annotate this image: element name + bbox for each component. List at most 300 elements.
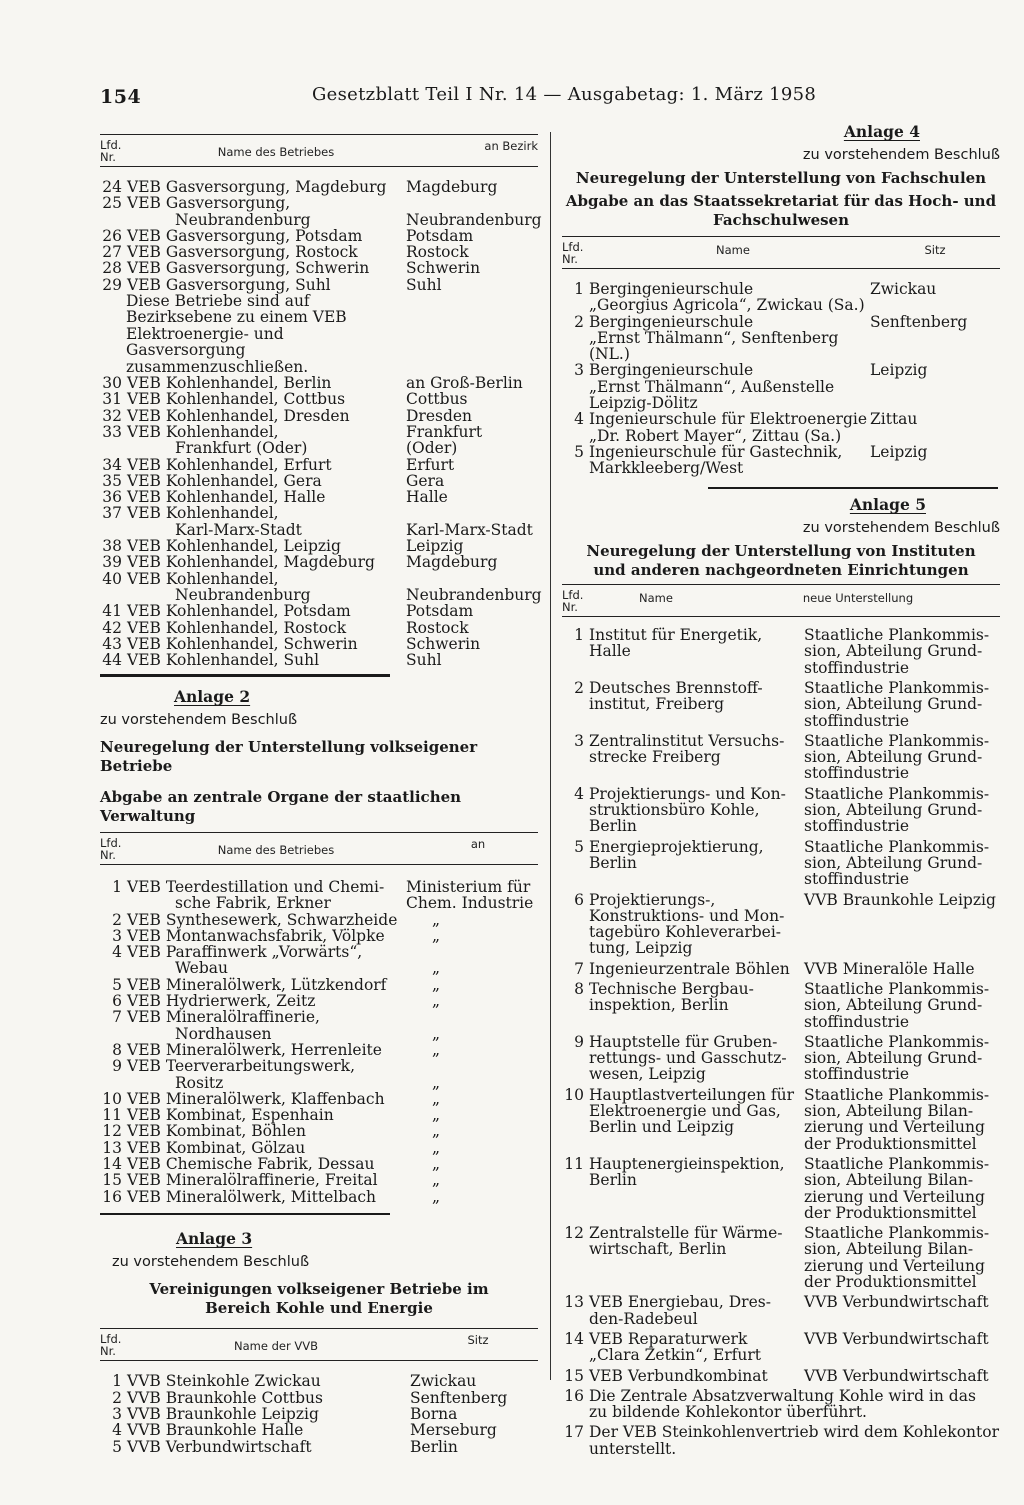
row-destination <box>406 1026 538 1042</box>
row-destination-line: stoffindustrie <box>804 658 910 677</box>
row-number: 14 <box>102 1155 122 1173</box>
row-destination <box>804 627 1000 676</box>
table-row <box>100 1091 538 1107</box>
ditto-mark: „ <box>431 992 441 1011</box>
row-name-line: Berlin und Leipzig <box>589 1118 735 1137</box>
row-destination-line: Staatliche Plankommis- <box>804 678 990 697</box>
row-destination <box>406 1140 538 1156</box>
table-row <box>100 1123 538 1139</box>
row-destination-line: sion, Abteilung Bilan- <box>804 1171 974 1190</box>
row-destination-line: Staatliche Plankommis- <box>804 784 990 803</box>
row-name-line: VEB Kohlenhandel, Gera <box>127 471 322 490</box>
row-name <box>584 281 870 314</box>
row-destination-line: sion, Abteilung Grund- <box>804 642 983 661</box>
row-destination <box>870 411 1000 427</box>
table-row <box>562 1388 1000 1421</box>
row-number: 11 <box>564 1154 584 1173</box>
row-name <box>122 538 406 554</box>
row-destination-line: Staatliche Plankommis- <box>804 980 990 998</box>
col-name-header: Name des Betriebes <box>217 145 335 159</box>
row-name-line: Bergingenieurschule <box>589 312 754 331</box>
row-name-line: Energieprojektierung, <box>589 837 764 856</box>
row-number: 16 <box>564 1386 584 1405</box>
row-destination-line: sion, Abteilung Grund- <box>804 996 983 1015</box>
row-name-line: den-Radebeul <box>589 1309 698 1328</box>
row-name <box>584 981 804 1030</box>
row-name-line: inspektion, Berlin <box>589 996 729 1015</box>
table-header <box>562 236 1000 269</box>
row-name-line: Webau <box>175 959 228 978</box>
row-name-line: Elektroenergie und Gas, <box>589 1102 781 1121</box>
row-number: 3 <box>112 1404 122 1423</box>
row-name <box>584 961 804 977</box>
ditto-mark: „ <box>431 959 441 978</box>
row-name-line: Halle <box>589 642 631 661</box>
row-destination: Magdeburg <box>406 178 498 196</box>
row-number: 43 <box>102 634 122 653</box>
row-name <box>584 733 804 782</box>
table-row <box>100 879 538 912</box>
row-destination <box>804 1156 1000 1221</box>
row-name <box>584 1034 804 1083</box>
row-name-line: Nordhausen <box>175 1024 272 1043</box>
row-destination: Cottbus <box>406 390 468 409</box>
row-destination-line: der Produktionsmittel <box>804 1273 977 1292</box>
row-number: 5 <box>112 975 122 994</box>
row-name <box>584 1225 804 1290</box>
row-name-line: Berlin <box>589 1171 637 1190</box>
row-destination-line: sion, Abteilung Grund- <box>804 853 983 872</box>
row-destination <box>870 444 1000 460</box>
row-destination: Schwerin <box>406 259 481 278</box>
row-destination <box>804 733 1000 782</box>
row-name-line: VEB Kohlenhandel, Potsdam <box>127 602 351 621</box>
ditto-mark: „ <box>431 1024 441 1043</box>
row-destination <box>406 977 538 993</box>
row-destination <box>870 281 1000 297</box>
row-name <box>122 1172 406 1188</box>
row-destination-line: Staatliche Plankommis- <box>804 731 990 750</box>
table-row <box>100 1390 538 1406</box>
col-nr-header: Lfd. Nr. <box>562 588 584 615</box>
row-name-line: VEB Kohlenhandel, Suhl <box>127 651 320 670</box>
row-destination <box>804 961 1000 977</box>
table-row <box>100 489 538 505</box>
row-number: 1 <box>574 626 584 645</box>
row-number: 13 <box>102 1138 122 1157</box>
row-name-line: VEB Gasversorgung, Suhl <box>127 275 331 294</box>
row-destination <box>804 1294 1000 1310</box>
ditto-mark: „ <box>431 1155 441 1173</box>
row-name-line: VEB Energiebau, Dres- <box>589 1293 771 1312</box>
row-number: 24 <box>102 178 122 196</box>
row-name-line: sche Fabrik, Erkner <box>175 894 331 913</box>
row-number: 2 <box>112 1388 122 1407</box>
row-name-line: VVB Steinkohle Zwickau <box>127 1372 321 1391</box>
row-name-line: VVB Braunkohle Halle <box>127 1421 304 1440</box>
row-destination <box>406 1107 538 1123</box>
table-row <box>100 1156 538 1172</box>
row-name-line: Rositz <box>175 1073 224 1092</box>
table-row <box>100 603 538 619</box>
table-body <box>100 1373 538 1454</box>
ditto-mark: „ <box>431 910 441 929</box>
row-number: 7 <box>574 959 584 978</box>
row-number: 16 <box>102 1187 122 1206</box>
row-name-line: VEB Mineralölwerk, Lützkendorf <box>127 975 387 994</box>
table-row <box>100 473 538 489</box>
row-name <box>122 1390 410 1406</box>
table-row <box>100 391 538 407</box>
table-row <box>562 1225 1000 1290</box>
table-row <box>100 375 538 391</box>
anlage-4-subtitle: zu vorstehendem Beschluß <box>802 147 1000 163</box>
row-name <box>122 879 406 912</box>
table-row <box>100 538 538 554</box>
row-number: 1 <box>112 877 122 896</box>
table-row <box>100 1422 538 1438</box>
row-name-line: VEB Kohlenhandel, <box>127 423 279 441</box>
row-destination <box>804 892 1000 908</box>
row-name-line: „Dr. Robert Mayer“, Zittau (Sa.) <box>589 426 842 445</box>
row-name-line: Ingenieurschule für Gastechnik, <box>589 442 843 461</box>
row-name <box>122 244 406 260</box>
row-destination <box>406 879 538 912</box>
row-name-line: VEB Mineralölwerk, Herrenleite <box>127 1040 382 1059</box>
section-rule <box>708 487 998 490</box>
row-destination <box>804 839 1000 888</box>
row-name <box>122 1439 410 1455</box>
row-destination <box>406 1091 538 1107</box>
table-row <box>100 912 538 928</box>
table-header <box>100 1328 538 1361</box>
row-name-line: wesen, Leipzig <box>589 1065 706 1084</box>
row-destination-line: Zwickau <box>410 1372 477 1391</box>
table-row <box>100 260 538 276</box>
row-number: 40 <box>102 569 122 588</box>
row-name <box>122 977 406 993</box>
row-name-line: VEB Montanwachsfabrik, Völpke <box>127 926 385 945</box>
row-name <box>584 1368 804 1384</box>
row-name-line: VVB Braunkohle Leipzig <box>127 1404 319 1423</box>
row-name-line: Ingenieurschule für Elektroenergie <box>589 410 868 429</box>
row-name-line: VEB Mineralölraffinerie, Freital <box>127 1171 378 1190</box>
row-number: 25 <box>102 194 122 213</box>
row-number: 37 <box>102 504 122 523</box>
row-name <box>584 1388 1000 1421</box>
row-name-line: strecke Freiberg <box>589 748 721 767</box>
table-row <box>100 554 538 570</box>
row-number: 31 <box>102 390 122 409</box>
table-row <box>562 981 1000 1030</box>
row-name <box>584 411 870 444</box>
col-name-header: Name <box>639 591 673 606</box>
col-dest-header: Sitz <box>924 243 946 257</box>
row-destination-line: VVB Braunkohle Leipzig <box>804 890 996 909</box>
row-name-line: VEB Kohlenhandel, Schwerin <box>127 634 358 653</box>
row-number: 12 <box>564 1224 584 1243</box>
row-name <box>584 627 804 676</box>
anlage-3-title: Anlage 3 <box>176 1229 253 1249</box>
row-number: 33 <box>102 423 122 441</box>
table-body <box>562 627 1000 1457</box>
row-destination <box>406 1075 538 1091</box>
row-destination-line: Senftenberg <box>870 312 968 331</box>
row-name <box>122 473 406 489</box>
ditto-mark: „ <box>431 1106 441 1125</box>
table-body <box>562 281 1000 477</box>
anlage-2-subtitle: zu vorstehendem Beschluß <box>100 711 298 728</box>
row-name <box>584 680 804 729</box>
row-number: 3 <box>112 926 122 945</box>
row-name-line: VEB Kohlenhandel, Rostock <box>127 618 347 637</box>
page-number: 154 <box>100 86 142 108</box>
row-number: 5 <box>112 1437 122 1456</box>
row-destination-line: Ministerium für <box>406 877 531 896</box>
row-name <box>122 228 406 244</box>
row-destination-line: sion, Abteilung Bilan- <box>804 1240 974 1259</box>
row-destination: Suhl <box>406 275 442 294</box>
row-number: 8 <box>574 980 584 998</box>
row-destination-line: stoffindustrie <box>804 711 910 730</box>
row-name-line: tagebüro Kohleverarbei- <box>589 923 782 942</box>
row-name-line: VEB Kohlenhandel, Erfurt <box>127 455 332 474</box>
row-name-line: Projektierungs- und Kon- <box>589 784 786 803</box>
running-title: Gesetzblatt Teil I Nr. 14 — Ausgabetag: 1. März 1958 <box>312 84 817 105</box>
row-destination-line: VVB Mineralöle Halle <box>804 959 975 978</box>
row-name-line: Institut für Energetik, <box>589 626 763 645</box>
table-row <box>562 1368 1000 1384</box>
row-destination-line: VVB Verbundwirtschaft <box>804 1293 989 1312</box>
row-name <box>122 571 406 604</box>
row-name-line: VVB Braunkohle Cottbus <box>127 1388 323 1407</box>
row-name <box>122 375 406 391</box>
row-name-line: VEB Kombinat, Espenhain <box>127 1106 334 1125</box>
row-destination <box>406 928 538 944</box>
table-row <box>562 411 1000 444</box>
table-row <box>562 444 1000 477</box>
table-row <box>100 277 538 293</box>
row-number: 15 <box>102 1171 122 1190</box>
row-name-line: VEB Kohlenhandel, <box>127 504 279 523</box>
col-nr-header: Lfd. Nr. <box>100 1332 122 1359</box>
row-name <box>122 1189 406 1205</box>
row-destination: Gera <box>406 471 445 490</box>
section-rule <box>100 674 390 677</box>
row-number: 14 <box>564 1329 584 1348</box>
row-destination-line: Staatliche Plankommis- <box>804 1154 990 1173</box>
row-destination-line: Staatliche Plankommis- <box>804 626 990 645</box>
table-header <box>562 584 1000 617</box>
row-destination: Leipzig <box>406 537 464 556</box>
row-name-line: VEB Gasversorgung, <box>127 194 291 213</box>
row-destination: Rostock <box>406 618 469 637</box>
row-destination-line: zierung und Verteilung <box>804 1256 985 1275</box>
row-name-line: Bergingenieurschule <box>589 280 754 298</box>
row-name-line: VEB Kohlenhandel, Magdeburg <box>127 553 375 572</box>
row-destination-line: Berlin <box>410 1437 458 1456</box>
row-name-line: VEB Teerdestillation und Chemi- <box>127 877 385 896</box>
row-destination <box>804 1034 1000 1083</box>
row-number: 17 <box>564 1423 584 1442</box>
row-destination: Potsdam <box>406 602 474 621</box>
row-name-line: Deutsches Brennstoff- <box>589 678 763 697</box>
table-row <box>100 1172 538 1188</box>
row-name-line: VEB Kohlenhandel, Dresden <box>127 406 350 425</box>
row-name <box>122 195 406 228</box>
row-name-line: „Ernst Thälmann“, Senftenberg <box>589 328 839 347</box>
row-destination <box>804 680 1000 729</box>
row-name-line: Frankfurt (Oder) <box>175 439 308 458</box>
row-name-line: Neubrandenburg <box>175 210 311 229</box>
row-name-line: „Georgius Agricola“, Zwickau (Sa.) <box>589 296 865 315</box>
table-row <box>100 1140 538 1156</box>
table-row <box>100 1042 538 1058</box>
row-destination: Potsdam <box>406 226 474 245</box>
left-column <box>100 130 542 1456</box>
row-name-line: institut, Freiberg <box>589 695 725 714</box>
row-name <box>122 1123 406 1139</box>
anlage-5-heading: Neuregelung der Unterstellung von Instituten und anderen nachgeordneten Einrichtungen <box>586 542 976 580</box>
ditto-mark: „ <box>431 1040 441 1059</box>
row-name <box>584 1331 804 1364</box>
row-destination <box>410 1406 538 1422</box>
row-name-line: VEB Mineralölwerk, Klaffenbach <box>127 1089 385 1108</box>
col-name-header: Name des Betriebes <box>217 842 335 857</box>
row-name-line: VEB Gasversorgung, Potsdam <box>127 226 363 245</box>
row-number: 38 <box>102 537 122 556</box>
row-destination-line: stoffindustrie <box>804 1065 910 1084</box>
row-name <box>122 1156 406 1172</box>
row-destination: Frankfurt (Oder) <box>406 423 483 458</box>
row-destination-line: sion, Abteilung Grund- <box>804 801 983 820</box>
anlage-2-subheading: Abgabe an zentrale Organe der staatlichen Verwaltung <box>100 787 462 825</box>
table-row <box>562 1294 1000 1327</box>
table-row <box>100 1009 538 1042</box>
row-name <box>122 179 406 195</box>
row-name-line: „Ernst Thälmann“, Außenstelle <box>589 377 835 396</box>
row-name-line: Hauptlastverteilungen für <box>589 1085 795 1104</box>
ditto-mark: „ <box>431 1073 441 1092</box>
row-name <box>584 362 870 411</box>
row-number: 39 <box>102 553 122 572</box>
row-name-line: „Clara Zetkin“, Erfurt <box>589 1346 762 1365</box>
row-destination-line: stoffindustrie <box>804 817 910 836</box>
row-name <box>122 1406 410 1422</box>
col-dest-header: an Bezirk <box>484 139 538 153</box>
table-row <box>100 408 538 424</box>
row-number: 15 <box>564 1366 584 1385</box>
table-row <box>100 652 538 668</box>
table-row <box>100 620 538 636</box>
row-name-line: VEB Kombinat, Gölzau <box>127 1138 306 1157</box>
ditto-mark: „ <box>431 926 441 945</box>
anlage-3-heading: Vereinigungen volkseigener Betriebe im Bereich Kohle und Energie <box>149 1280 489 1318</box>
row-name-line: Markkleeberg/West <box>589 459 744 478</box>
row-destination: Erfurt <box>406 455 455 474</box>
row-destination-line: zierung und Verteilung <box>804 1187 985 1206</box>
row-name <box>122 505 406 538</box>
column-divider <box>550 132 551 1380</box>
row-name-line: VEB Kombinat, Böhlen <box>127 1122 307 1141</box>
row-name-line: Die Zentrale Absatzverwaltung Kohle wird in das <box>589 1386 976 1405</box>
row-name-line: Neubrandenburg <box>175 585 311 604</box>
row-name <box>122 603 406 619</box>
row-number: 12 <box>102 1122 122 1141</box>
table-header <box>100 134 538 167</box>
row-name <box>584 1424 1000 1457</box>
table-row <box>562 1034 1000 1083</box>
row-name <box>584 839 804 888</box>
table-row <box>562 281 1000 314</box>
row-number: 29 <box>102 275 122 294</box>
row-name <box>122 457 406 473</box>
row-name <box>584 892 804 957</box>
ditto-mark: „ <box>431 1138 441 1157</box>
row-name <box>122 408 406 424</box>
row-destination <box>406 1172 538 1188</box>
row-destination: Rostock <box>406 243 469 262</box>
row-name-line: VEB Hydrierwerk, Zeitz <box>127 992 316 1011</box>
anlage-4-title: Anlage 4 <box>843 122 920 141</box>
row-number: 27 <box>102 243 122 262</box>
row-destination-line: VVB Verbundwirtschaft <box>804 1366 989 1385</box>
table-row <box>100 457 538 473</box>
ditto-mark: „ <box>431 1122 441 1141</box>
row-name-line: VEB Mineralölwerk, Mittelbach <box>127 1187 377 1206</box>
row-name <box>122 1058 406 1091</box>
table-row <box>562 627 1000 676</box>
row-name-line: Zentralinstitut Versuchs- <box>589 731 785 750</box>
row-number: 6 <box>112 992 122 1011</box>
row-name <box>122 1009 406 1042</box>
row-name-line: Projektierungs-, <box>589 890 716 909</box>
row-name-line: VEB Mineralölraffinerie, <box>127 1008 320 1027</box>
row-number: 3 <box>574 731 584 750</box>
row-name <box>122 1107 406 1123</box>
row-destination-line: stoffindustrie <box>804 764 910 783</box>
row-number: 1 <box>574 280 584 298</box>
anlage-2-heading: Neuregelung der Unterstellung volkseigener Betriebe <box>100 737 478 775</box>
section-rule <box>100 1213 390 1216</box>
table-row <box>562 1087 1000 1152</box>
row-destination-line: der Produktionsmittel <box>804 1134 977 1153</box>
col-name-header: Name <box>716 243 750 257</box>
row-number: 1 <box>112 1372 122 1391</box>
row-name-line: VEB Gasversorgung, Rostock <box>127 243 358 262</box>
anlage-2-title: Anlage 2 <box>174 686 251 706</box>
row-number: 9 <box>574 1032 584 1051</box>
row-destination-line: sion, Abteilung Grund- <box>804 1049 983 1068</box>
row-name-line: wirtschaft, Berlin <box>589 1240 727 1259</box>
row-destination <box>406 1123 538 1139</box>
col-nr-header: Lfd. Nr. <box>100 138 122 164</box>
table-row <box>562 314 1000 363</box>
row-name <box>584 1087 804 1152</box>
table-row <box>562 1156 1000 1221</box>
row-destination-line: Zwickau <box>870 280 937 298</box>
table-row <box>100 1189 538 1205</box>
row-destination-line: sion, Abteilung Grund- <box>804 748 983 767</box>
row-name-line: VEB Kohlenhandel, Cottbus <box>127 390 346 409</box>
row-destination <box>804 786 1000 835</box>
row-destination-line: der Produktionsmittel <box>804 1203 977 1222</box>
row-name-line: VEB Kohlenhandel, <box>127 569 279 588</box>
row-name-line: Konstruktions- und Mon- <box>589 906 785 925</box>
row-number: 10 <box>564 1085 584 1104</box>
row-destination <box>804 981 1000 1030</box>
row-destination <box>406 1042 538 1058</box>
